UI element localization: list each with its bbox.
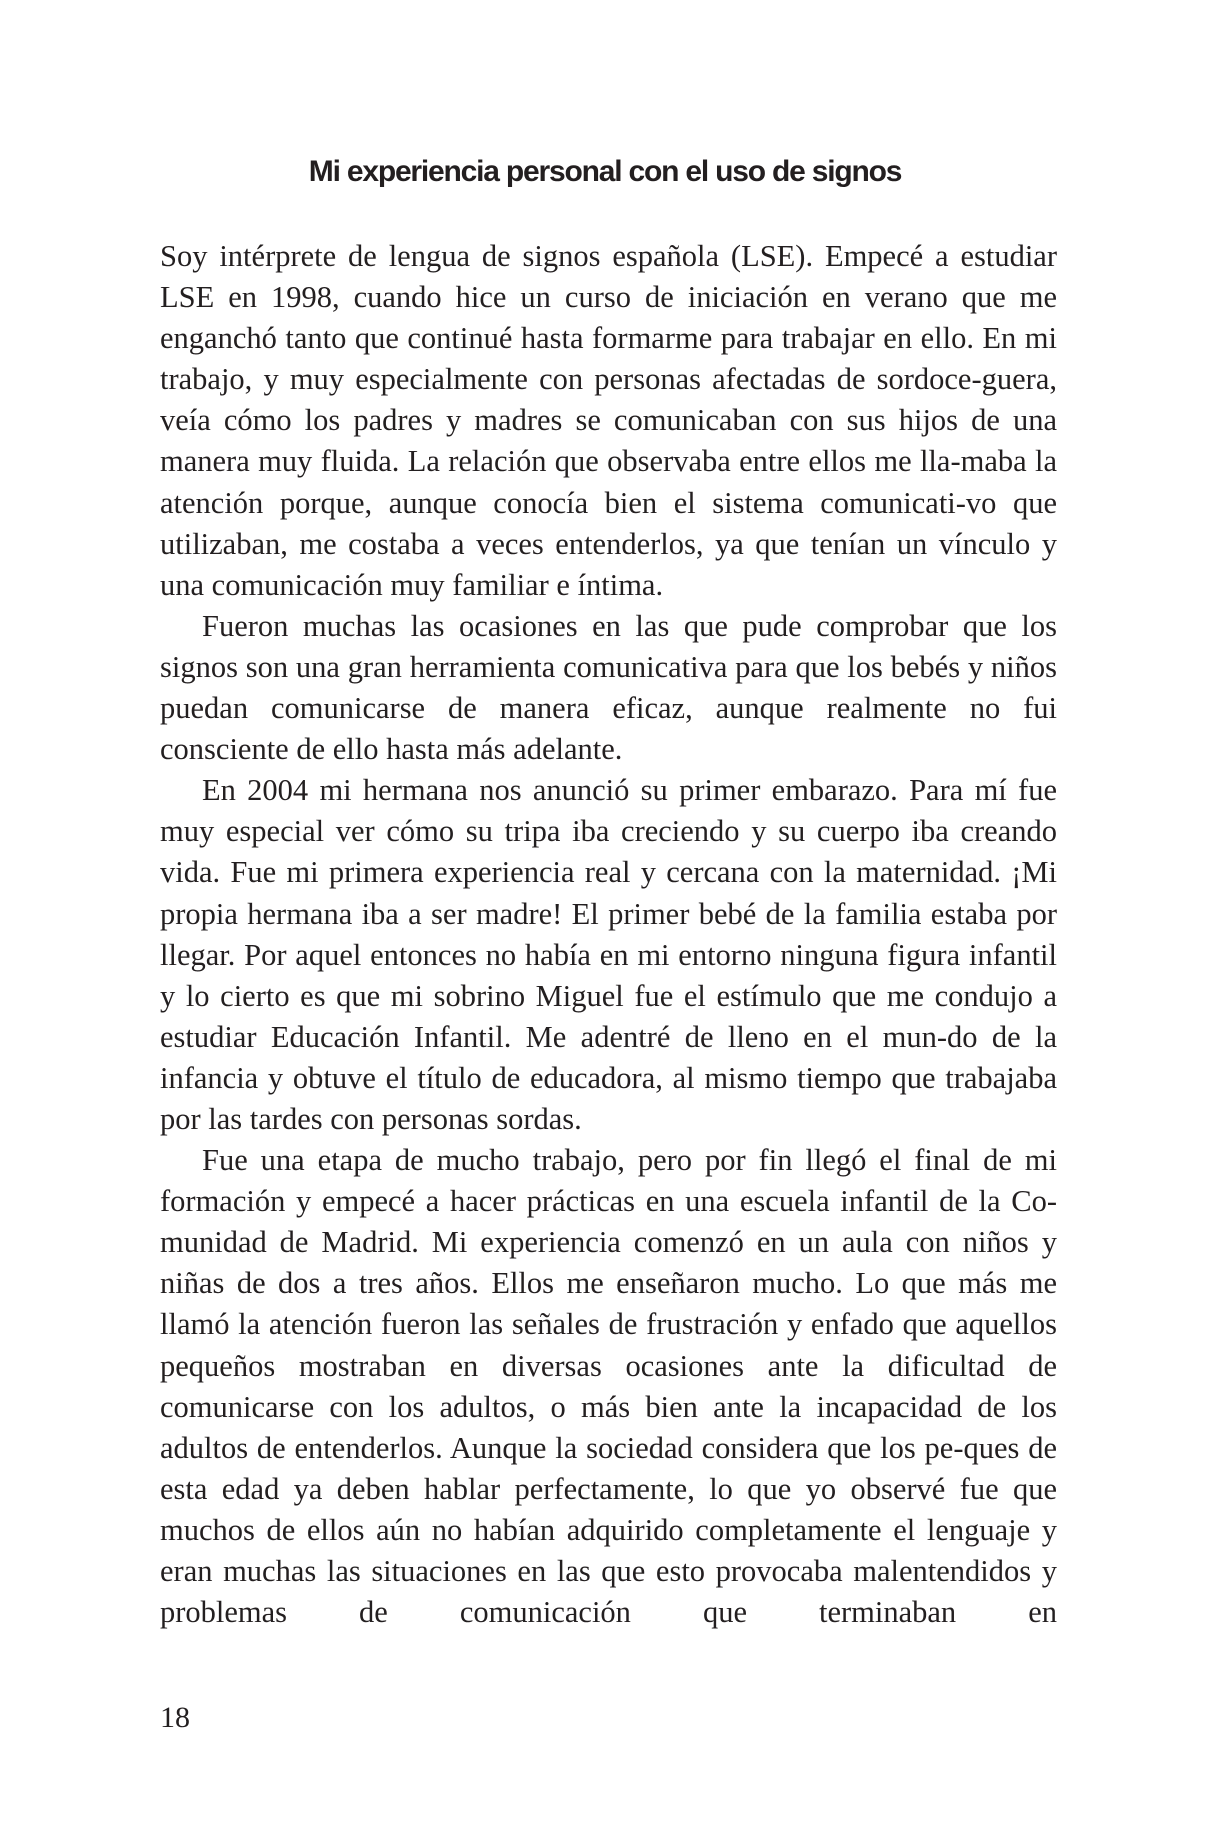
paragraph: En 2004 mi hermana nos anunció su primer embarazo. Para mí fue muy especial ver cómo su tripa iba creciendo y su cuerpo iba creando vida. Fue mi primera experiencia real y cercana con la maternidad. ¡Mi propia hermana iba a ser madre! El primer bebé de la familia estaba por llegar. Por aquel entonces no había en mi entorno ninguna figura infantil y lo cierto es que mi sobrino Miguel fue el estímulo que me condujo a estudiar Educación Infantil. Me adentré de lleno en el mun-do de la infancia y obtuve el título de educadora, al mismo tiempo que trabajaba por las tardes con personas sordas. (160, 773, 1057, 1136)
section-title: Mi experiencia personal con el uso de signos (308, 155, 902, 188)
body-text (160, 236, 1057, 1633)
paragraph: Fueron muchas las ocasiones en las que pude comprobar que los signos son una gran herramienta comunicativa para que los bebés y niños puedan comunicarse de manera eficaz, aunque realmente no fui consciente de ello hasta más adelante. (160, 608, 1057, 767)
page-number: 18 (160, 1701, 190, 1734)
paragraph: Soy intérprete de lengua de signos española (LSE). Empecé a estudiar LSE en 1998, cuando hice un curso de iniciación en verano que me enganchó tanto que continué hasta formarme para trabajar en ello. En mi trabajo, y muy especialmente con personas afectadas de sordoce-guera, veía cómo los padres y madres se comunicaban con sus hijos de una manera muy fluida. La relación que observaba entre ellos me lla-maba la atención porque, aunque conocía bien el sistema comunicati-vo que utilizaban, me costaba a veces entenderlos, ya que tenían un vínculo y una comunicación muy familiar e íntima. (160, 239, 1057, 602)
paragraph: Fue una etapa de mucho trabajo, pero por fin llegó el final de mi formación y empecé a hacer prácticas en una escuela infantil de la Co-munidad de Madrid. Mi experiencia comenzó en un aula con niños y niñas de dos a tres años. Ellos me enseñaron mucho. Lo que más me llamó la atención fueron las señales de frustración y enfado que aquellos pequeños mostraban en diversas ocasiones ante la dificultad de comunicarse con los adultos, o más bien ante la incapacidad de los adultos de entenderlos. Aunque la sociedad considera que los pe-ques de esta edad ya deben hablar perfectamente, lo que yo observé fue que muchos de ellos aún no habían adquirido completamente el lenguaje y eran muchas las situaciones en las que esto provocaba malentendidos y problemas de comunicación que terminaban en (160, 1143, 1057, 1630)
